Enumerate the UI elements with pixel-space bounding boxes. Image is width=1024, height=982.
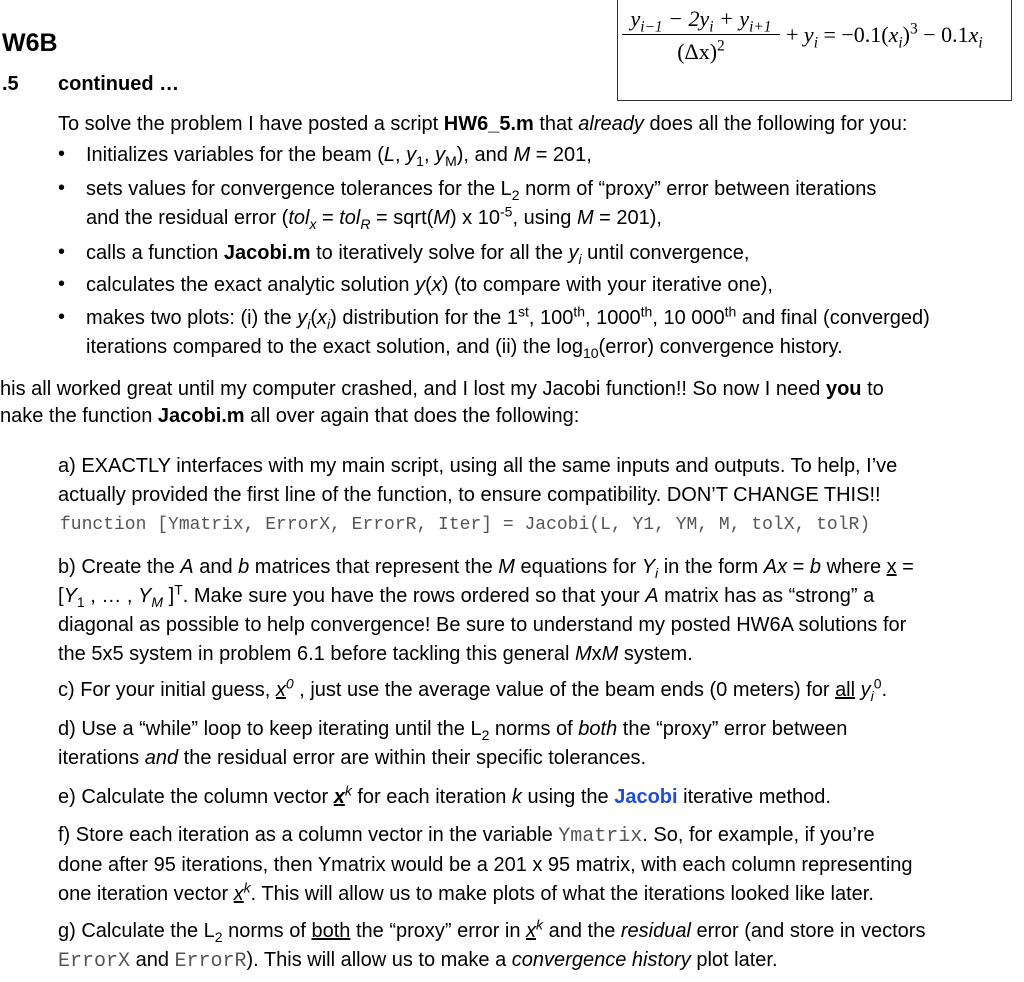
bullet-icon: • (58, 143, 66, 165)
page-title: W6B (2, 29, 58, 57)
bullet-icon: • (58, 177, 66, 199)
equation-box (617, 0, 1012, 101)
part-d: d) Use a “while” loop to keep iterating until the $L_2$ norms of both the “proxy” error between iterations and the residual error are within their specific tolerances. (58, 718, 848, 769)
story-line-2: nake the function Jacobi.m all over again that does the following: (0, 405, 580, 427)
bullet-item-tolerances: sets values for convergence tolerances for the $L_2$ norm of “proxy” error between iterations and the residual error (tol$_x$ = tol$_R$ = sqrt(M) x $10^{-5}$, using M = 201), (86, 178, 877, 232)
bullet-icon: • (58, 273, 66, 295)
story-line-1: his all worked great until my computer crashed, and I lost my Jacobi function!! So now I need you to (0, 378, 884, 400)
part-c: c) For your initial guess, $x^0$ , just use the average value of the beam ends (0 meters) for all $y_i^0$. (58, 675, 888, 704)
intro-text: To solve the problem I have posted a script HW6_5.m that already does all the following for you: (58, 113, 908, 135)
bullet-icon: • (58, 306, 66, 328)
bullet-item-calls-jacobi: calls a function Jacobi.m to iteratively solve for all the $y_i$ until convergence, (86, 242, 750, 267)
bullet-icon: • (58, 241, 66, 263)
bullet-item-exact-solution: calculates the exact analytic solution y(x) (to compare with your iterative one), (86, 274, 773, 296)
equation-rhs: + $y_i = -0.1(x_i)^3 - 0.1x_i$ (786, 20, 983, 52)
function-signature-code: function [Ymatrix, ErrorX, ErrorR, Iter] = Jacobi(L, Y1, YM, M, tolX, tolR) (60, 515, 871, 535)
equation-denominator: $(\Delta x)^2$ (677, 37, 725, 64)
part-g: g) Calculate the $L_2$ norms of both the “proxy” error in $x^k$ and the residual error (and store in vectors ErrorX and ErrorR). This will allow us to make a convergence history plot later. (58, 916, 926, 973)
equation-numerator: $y_{i-1} - 2y_i + y_{i+1}$ (622, 6, 780, 35)
part-a: a) EXACTLY interfaces with my main script, using all the same inputs and outputs. To help, I’ve actually provided the first line of the function, to ensure compatibility. DON’T CHANGE THIS!! (58, 455, 898, 506)
bullet-item-plots: makes two plots: (i) the $y_i(x_i)$ distribution for the 1st, 100th, 1000th, 10 000th and final (converged) iterations compared to the exact solution, and (ii) the $\log_{10}(error)$ convergence history. (86, 303, 930, 361)
problem-number: .5 (2, 73, 19, 95)
part-b: b) Create the A and b matrices that represent the M equations for $Y_i$ in the form Ax = b where x = [$Y_1$ , … , $Y_M$ ]$^T$. Make sure you have the rows ordered so that your A matrix has as “strong” a diagonal as possible to help convergence! Be sure to understand my posted HW6A solutions for the 5x5 system in problem 6.1 before tackling this general MxM system. (58, 556, 914, 665)
equation-fraction (622, 6, 780, 65)
part-f: f) Store each iteration as a column vector in the variable Ymatrix. So, for example, if you’re done after 95 iterations, then Ymatrix would be a 201 x 95 matrix, with each column representing one iteration vector $x^k$. This will allow us to make plots of what the iterations looked like later. (58, 824, 913, 905)
part-e: e) Calculate the column vector $x^k$ for each iteration k using the Jacobi iterative method. (58, 782, 831, 808)
bullet-item-initializes: Initializes variables for the beam (L, $y_1$, $y_M$), and M = 201, (86, 144, 592, 169)
continued-label: continued … (58, 73, 180, 95)
